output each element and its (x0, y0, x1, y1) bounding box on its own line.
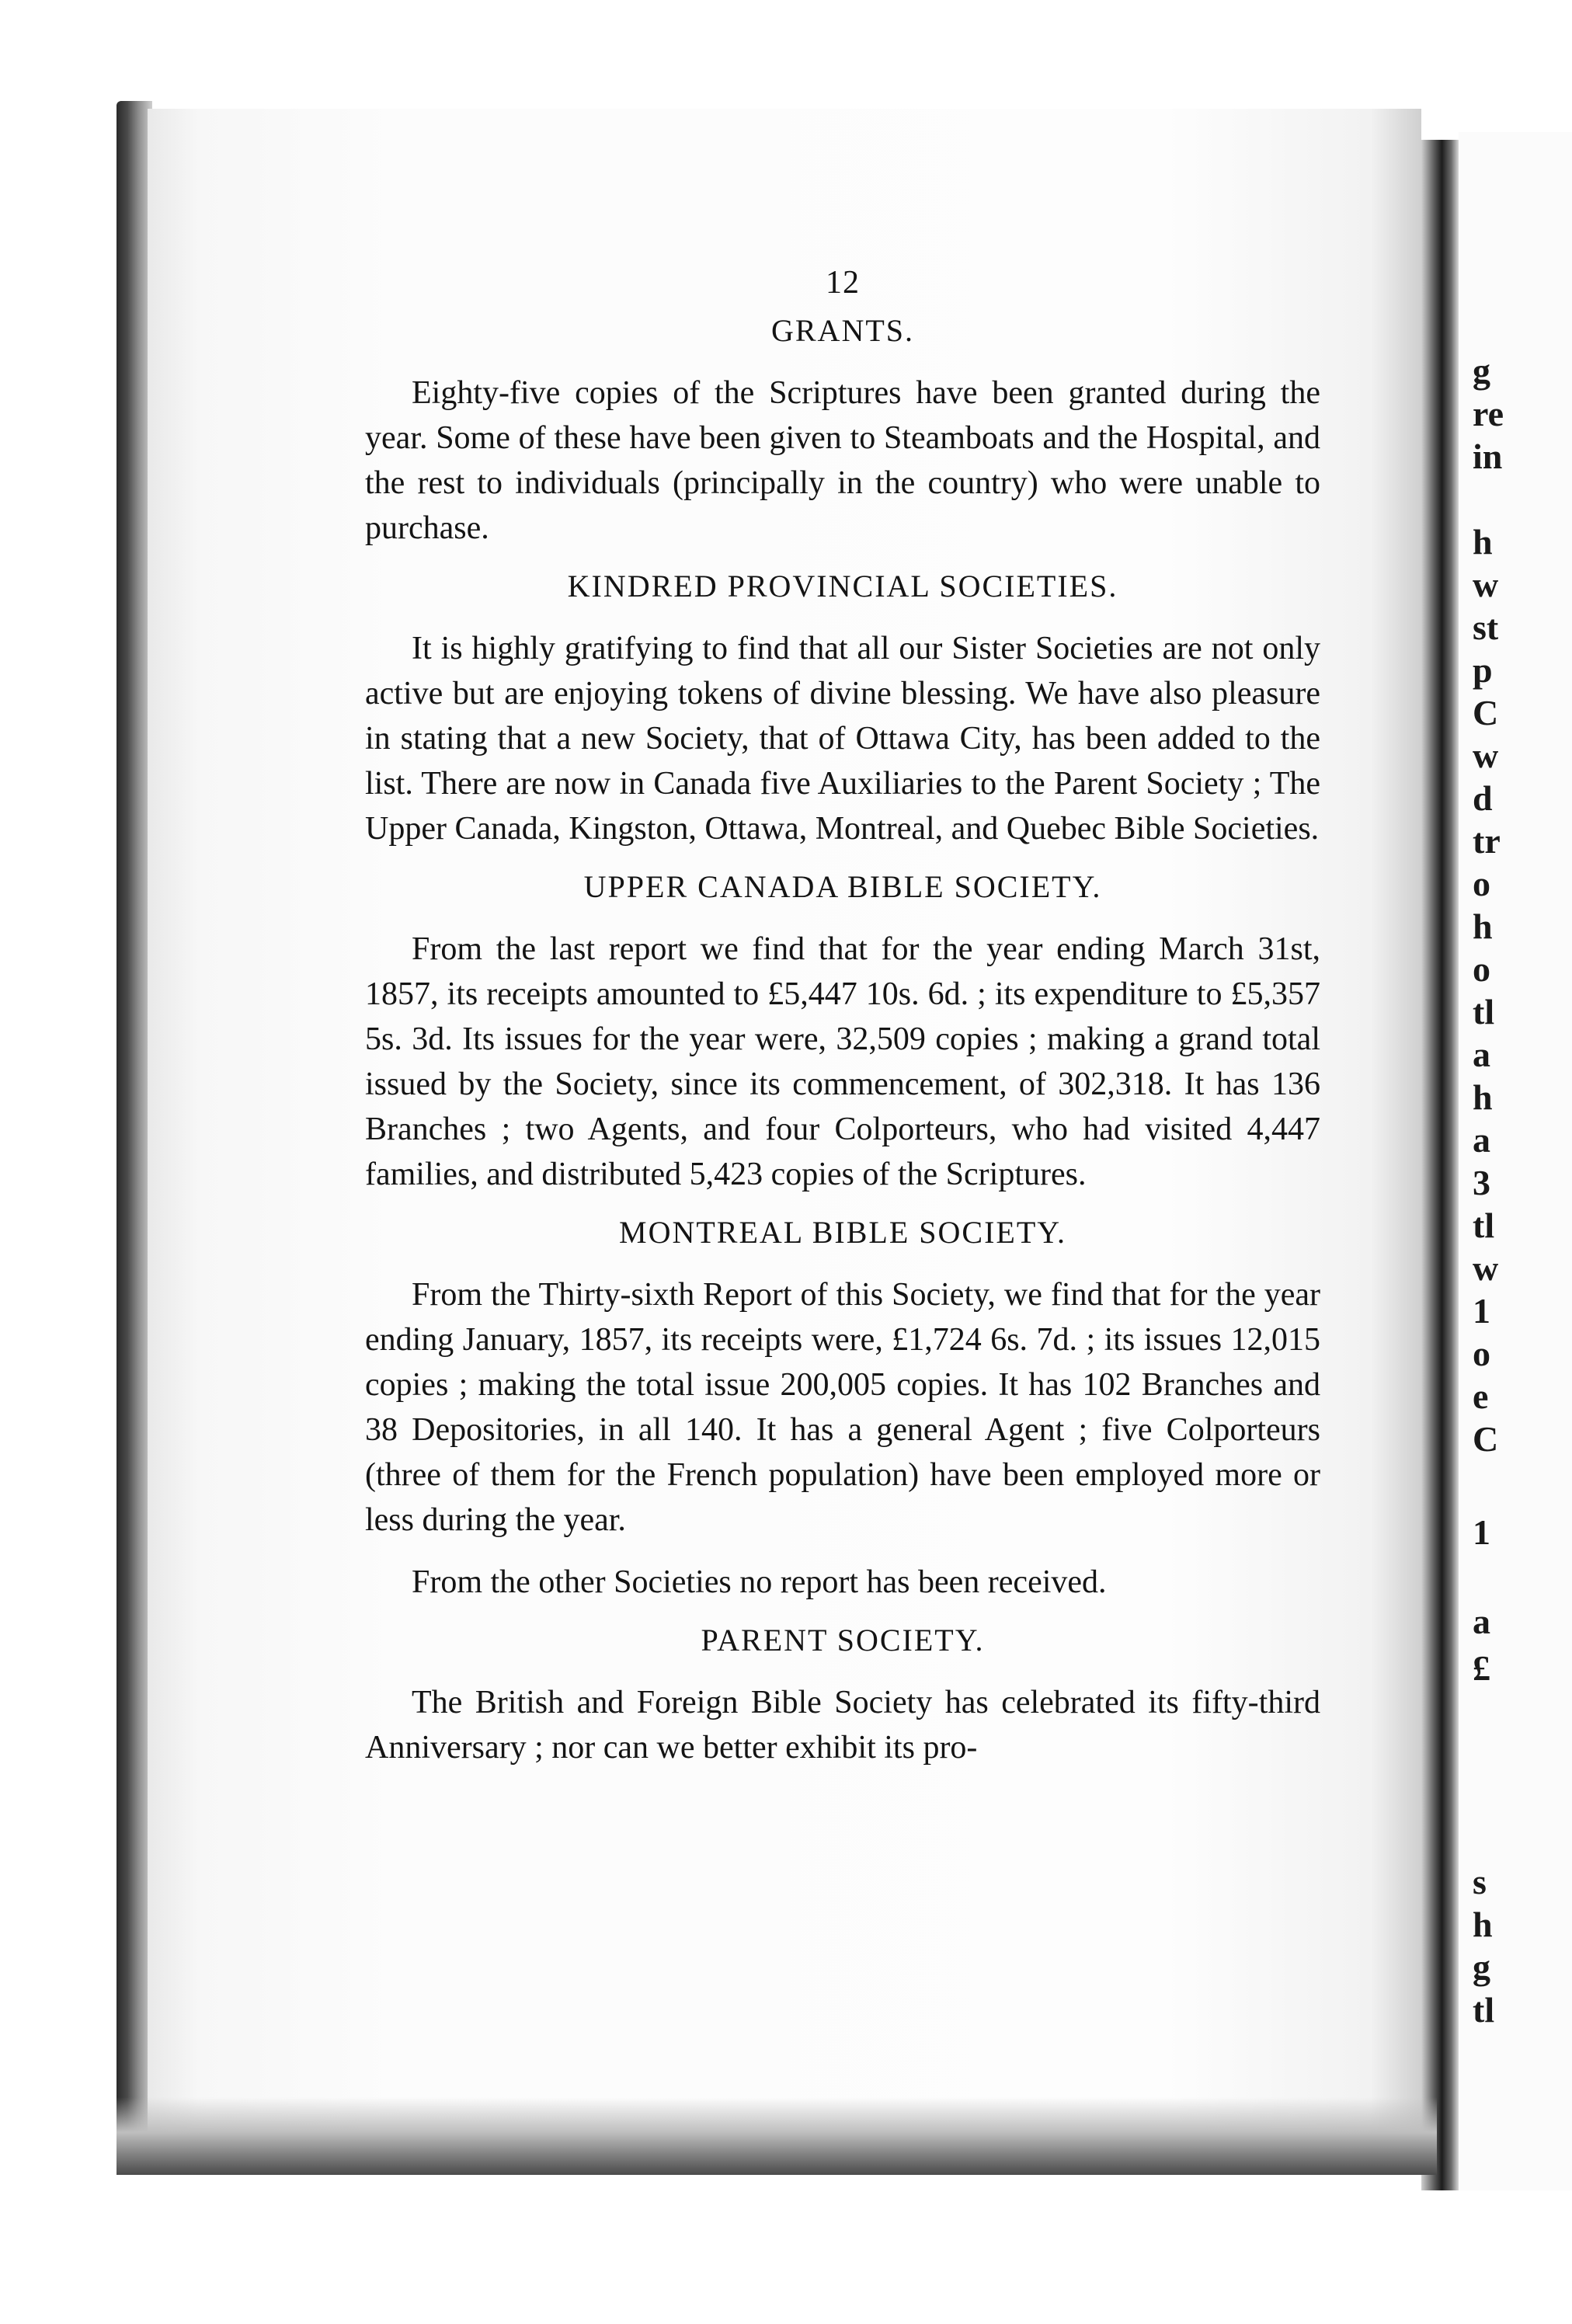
paragraph: The British and Foreign Bible Society has celebrated its fifty-third Anniversary ; nor can we better exhibit its pro- (365, 1685, 1320, 1766)
next-page-text: g (1473, 1947, 1490, 1987)
next-page-text: C (1473, 693, 1499, 732)
section-parent-society (365, 1622, 1320, 1770)
next-page-fragment (1459, 132, 1572, 2190)
next-page-text: a (1473, 1120, 1490, 1160)
paragraph: Eighty-five copies of the Scriptures have been granted during the year. Some of these have been given to Steamboats and the Hospital, and the rest to individuals (principally in the country) who were unable to purchase. (365, 375, 1320, 546)
next-page-text: h (1473, 906, 1493, 946)
next-page-text: o (1473, 864, 1490, 903)
next-page-text: re (1473, 394, 1504, 433)
section-heading: MONTREAL BIBLE SOCIETY. (619, 1215, 1066, 1250)
paragraph: From the last report we find that for the year ending March 31st, 1857, its receipts amounted to £5,447 10s. 6d. ; its expenditure to £5,357 5s. 3d. Its issues for the year were, 32,509 copies ; making a grand total issued by the Society, since its commencement, of 302,318. It has 136 Branches ; two Agents, and four Colporteurs, who had visited 4,447 families, and distributed 5,423 copies of the Scriptures. (365, 931, 1320, 1192)
next-page-text: tl (1473, 992, 1495, 1032)
next-page-text: w (1473, 565, 1499, 604)
page-bottom-edge (117, 2097, 1437, 2175)
next-page-text: 1 (1473, 1291, 1490, 1331)
next-page-text: o (1473, 1334, 1490, 1373)
page-content (365, 264, 1320, 1787)
next-page-text: w (1473, 736, 1499, 775)
next-page-text: h (1473, 522, 1493, 562)
next-page-text: st (1473, 607, 1499, 647)
next-page-text: C (1473, 1419, 1499, 1459)
next-page-text: g (1473, 351, 1490, 391)
next-page-text: w (1473, 1248, 1499, 1288)
book-gutter (1421, 140, 1459, 2190)
paragraph: From the Thirty-sixth Report of this Society, we find that for the year ending January, 1857, its receipts were, £1,724 6s. 7d. ; its issues 12,015 copies ; making the total issue 200,005 copies. It has 102 Branches and 38 Depositories, in all 140. It has a general Agent ; five Colporteurs (three of them for the French population) have been employed more or less during the year. (365, 1277, 1320, 1538)
next-page-text: 1 (1473, 1512, 1490, 1552)
section-grants (365, 312, 1320, 551)
paragraph: It is highly gratifying to find that all our Sister Societies are not only active but are enjoying tokens of divine blessing. We have also pleasure in stating that a new Society, that of Ottawa City, has been added to the list. There are now in Canada five Auxiliaries to the Parent Society ; The Upper Canada, Kingston, Ottawa, Montreal, and Quebec Bible Societies. (365, 631, 1320, 847)
next-page-text: 3 (1473, 1163, 1490, 1202)
next-page-text: a (1473, 1035, 1490, 1074)
paragraph: From the other Societies no report has been received. (412, 1564, 1107, 1600)
next-page-text: p (1473, 650, 1493, 690)
next-page-text: e (1473, 1376, 1489, 1416)
next-page-text: d (1473, 778, 1493, 818)
next-page-text: a (1473, 1602, 1490, 1641)
next-page-text: s (1473, 1862, 1487, 1901)
next-page-text: h (1473, 1077, 1493, 1117)
section-montreal (365, 1214, 1320, 1605)
section-heading: PARENT SOCIETY. (701, 1623, 985, 1658)
page-number: 12 (826, 265, 860, 301)
section-kindred-societies (365, 568, 1320, 851)
next-page-text: tr (1473, 821, 1501, 861)
section-upper-canada (365, 868, 1320, 1197)
next-page-text: tl (1473, 1990, 1495, 2030)
next-page-text: h (1473, 1905, 1493, 1944)
next-page-text: o (1473, 949, 1490, 989)
next-page-text: £ (1473, 1648, 1490, 1688)
next-page-text: tl (1473, 1205, 1495, 1245)
section-heading: GRANTS. (770, 313, 915, 348)
section-heading: UPPER CANADA BIBLE SOCIETY. (583, 869, 1102, 904)
section-heading: KINDRED PROVINCIAL SOCIETIES. (567, 569, 1118, 604)
next-page-text: in (1473, 437, 1503, 476)
